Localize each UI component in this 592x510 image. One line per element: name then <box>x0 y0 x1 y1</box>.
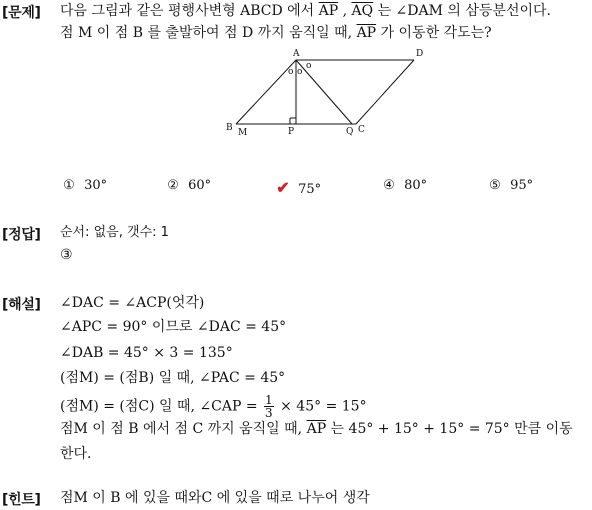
parallelogram-diagram <box>222 44 422 138</box>
problem-text-2b: 가 이동한 각도는? <box>376 25 492 41</box>
label-d: D <box>416 49 424 59</box>
label-c: C <box>358 125 365 135</box>
hint-text: 점M 이 B 에 있을 때와C 에 있을 때로 나누어 생각 <box>60 490 370 506</box>
problem-text-1b: , <box>338 3 352 19</box>
choice-2-value: 60° <box>188 178 212 193</box>
angle-mark-2: o <box>297 67 303 77</box>
fraction-numerator: 1 <box>265 393 273 407</box>
fraction-one-third <box>264 394 274 419</box>
choice-4[interactable] <box>378 178 427 193</box>
segment-aq: $\overline{AQ}$ <box>351 3 374 19</box>
segment-aq-line <box>296 60 352 124</box>
solution-line-1: ∠DAC = ∠ACP(엇각) <box>60 295 205 311</box>
problem-text-1c: 는 ∠DAM 의 삼등분선이다. <box>373 3 551 19</box>
choice-5-value: 95° <box>510 178 534 193</box>
solution-line-2: ∠APC = 90° 이므로 ∠DAC = 45° <box>60 319 287 335</box>
problem-line-2 <box>60 24 492 42</box>
fraction-denominator: 3 <box>265 406 273 420</box>
segment-ap-3: $\overline{AP}$ <box>306 421 327 437</box>
answer-value: ③ <box>60 247 73 263</box>
label-m: M <box>238 128 248 138</box>
choice-3-value: 75° <box>298 182 322 197</box>
solution-line-7: 한다. <box>60 446 92 462</box>
problem-tag: [문제] <box>2 5 41 21</box>
label-q: Q <box>346 127 354 137</box>
choice-4-value: 80° <box>404 178 428 193</box>
solution-line-5 <box>60 394 367 419</box>
angle-mark-1: o <box>288 67 294 77</box>
solution-text-5a: (점M) = (점C) 일 때, ∠CAP = <box>60 398 263 415</box>
choice-2-mark: ② <box>167 178 179 193</box>
solution-text-5b: × 45° = 15° <box>275 398 367 415</box>
solution-line-4: (점M) = (점B) 일 때, ∠PAC = 45° <box>60 370 286 386</box>
answer-meta: 순서: 없음, 갯수: 1 <box>60 225 169 240</box>
problem-text-2a: 점 M 이 점 B 를 출발하여 점 D 까지 움직일 때, <box>60 25 357 41</box>
choice-4-mark: ④ <box>383 178 395 193</box>
segment-ap: $\overline{AP}$ <box>318 3 339 19</box>
label-a: A <box>293 49 300 59</box>
choice-1-mark: ① <box>63 178 75 193</box>
problem-line-1 <box>60 2 551 20</box>
choice-2[interactable] <box>162 178 211 193</box>
side-ab <box>236 60 296 124</box>
angle-mark-3: o <box>306 61 312 71</box>
solution-text-6a: 점M 이 점 B 에서 점 C 까지 움직일 때, <box>60 421 307 437</box>
choice-3[interactable] <box>272 178 321 197</box>
solution-line-3: ∠DAB = 45° × 3 = 135° <box>60 345 233 361</box>
hint-tag: [힌트] <box>2 492 41 508</box>
choice-5-mark: ⑤ <box>489 178 501 193</box>
label-b: B <box>226 123 233 133</box>
segment-ap-2: $\overline{AP}$ <box>356 25 377 41</box>
check-icon: ✔ <box>276 178 290 197</box>
choice-1[interactable] <box>58 178 107 193</box>
solution-tag: [해설] <box>2 297 41 313</box>
problem-text-1a: 다음 그림과 같은 평행사변형 ABCD 에서 <box>60 3 319 19</box>
answer-tag: [정답] <box>2 227 41 243</box>
label-p: P <box>288 127 295 137</box>
choice-5[interactable] <box>484 178 533 193</box>
solution-line-6 <box>60 420 573 438</box>
side-dc <box>356 60 414 124</box>
choice-1-value: 30° <box>84 178 108 193</box>
solution-text-6b: 는 45° + 15° + 15° = 75° 만큼 이동 <box>326 421 573 437</box>
